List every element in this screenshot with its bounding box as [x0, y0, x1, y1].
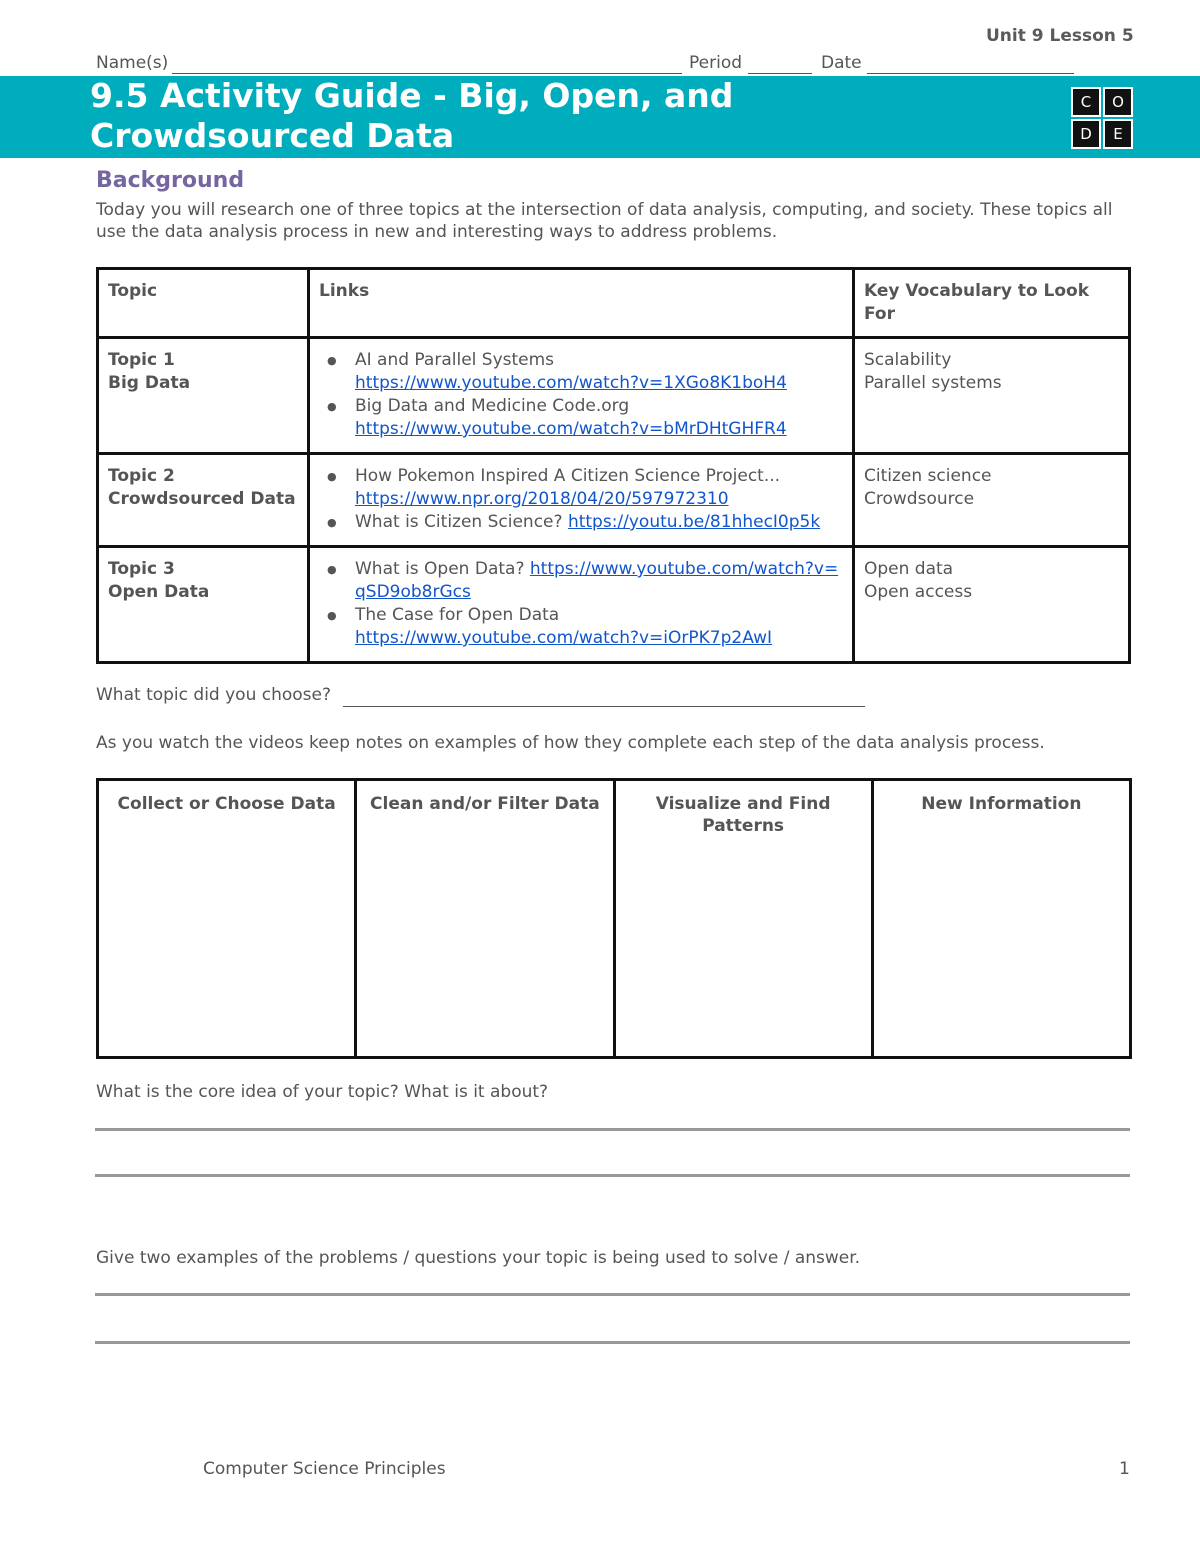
- background-text: Today you will research one of three topics at the intersection of data analysis, computing, and society. These topics all use the data analysis process in new and interesting ways to address problems.: [96, 200, 1113, 242]
- page-title: 9.5 Activity Guide - Big, Open, and Crowdsourced Data: [90, 76, 734, 155]
- link-description: Big Data and Medicine Code.org: [355, 396, 630, 416]
- process-row: [98, 780, 1131, 1058]
- topics-header-row: [98, 269, 1130, 338]
- list-item: [319, 511, 843, 534]
- clean-filter-column[interactable]: Clean and/or Filter Data: [356, 780, 614, 1058]
- vocab-cell: [854, 547, 1130, 663]
- vocab-cell: [854, 338, 1130, 454]
- header-links: Links: [309, 269, 854, 338]
- header-vocab: Key Vocabulary to Look For: [854, 269, 1130, 338]
- period-field[interactable]: [748, 73, 812, 74]
- article-link[interactable]: https://www.npr.org/2018/04/20/597972310: [355, 489, 729, 509]
- unit-lesson-label: Unit 9 Lesson 5: [986, 26, 1134, 46]
- link-description: What is Open Data?: [355, 559, 530, 579]
- table-row: [98, 338, 1130, 454]
- topic-number: Topic 2: [108, 466, 175, 486]
- answer-line[interactable]: [95, 1293, 1130, 1296]
- topic-cell: [98, 547, 309, 663]
- link-description: AI and Parallel Systems: [355, 350, 555, 370]
- topic-name: Open Data: [108, 582, 210, 602]
- topic-number: Topic 1: [108, 350, 175, 370]
- topic-name: Crowdsourced Data: [108, 489, 296, 509]
- links-cell: [309, 338, 854, 454]
- vocab-term: Citizen science: [864, 466, 992, 486]
- name-label: Name(s): [96, 53, 169, 73]
- answer-line[interactable]: [95, 1128, 1130, 1131]
- video-link[interactable]: https://www.youtube.com/watch?v=1XGo8K1boH4: [355, 373, 787, 393]
- list-item: [319, 604, 843, 650]
- topic-number: Topic 3: [108, 559, 175, 579]
- new-information-column[interactable]: New Information: [872, 780, 1130, 1058]
- list-item: [319, 395, 843, 441]
- date-label: Date: [821, 53, 862, 73]
- table-row: [98, 454, 1130, 547]
- links-cell: [309, 547, 854, 663]
- header-topic: Topic: [98, 269, 309, 338]
- vocab-term: Crowdsource: [864, 489, 975, 509]
- logo-letter-o: O: [1103, 87, 1133, 117]
- video-link[interactable]: https://www.youtube.com/watch?v=iOrPK7p2AwI: [355, 628, 773, 648]
- video-link[interactable]: https://www.youtube.com/watch?v=bMrDHtGHFR4: [355, 419, 787, 439]
- topic-name: Big Data: [108, 373, 191, 393]
- code-logo: [1071, 87, 1133, 149]
- logo-letter-d: D: [1071, 119, 1101, 149]
- answer-line[interactable]: [95, 1341, 1130, 1344]
- topic-choice-question: What topic did you choose?: [96, 685, 332, 705]
- topics-table: [96, 267, 1131, 664]
- examples-question: Give two examples of the problems / questions your topic is being used to solve / answer.: [96, 1248, 861, 1268]
- vocab-term: Open data: [864, 559, 954, 579]
- collect-data-column[interactable]: Collect or Choose Data: [98, 780, 356, 1058]
- footer-course: Computer Science Principles: [203, 1459, 446, 1479]
- background-heading: Background: [96, 168, 245, 193]
- name-field[interactable]: [172, 73, 682, 74]
- period-label: Period: [689, 53, 743, 73]
- answer-line[interactable]: [95, 1174, 1130, 1177]
- link-description: How Pokemon Inspired A Citizen Science Project...: [355, 466, 781, 486]
- list-item: [319, 558, 843, 604]
- page-number: 1: [1119, 1459, 1130, 1479]
- vocab-cell: [854, 454, 1130, 547]
- logo-letter-c: C: [1071, 87, 1101, 117]
- topic-cell: [98, 454, 309, 547]
- video-link[interactable]: https://www.youtube.com/watch?v=qSD9ob8rGcs: [355, 559, 839, 602]
- process-notes-table: [96, 778, 1132, 1059]
- links-cell: [309, 454, 854, 547]
- notes-instructions: As you watch the videos keep notes on examples of how they complete each step of the data analysis process.: [96, 733, 1045, 753]
- logo-letter-e: E: [1103, 119, 1133, 149]
- visualize-patterns-column[interactable]: Visualize and Find Patterns: [614, 780, 872, 1058]
- core-idea-question: What is the core idea of your topic? What is it about?: [96, 1082, 549, 1102]
- link-description: What is Citizen Science?: [355, 512, 568, 532]
- link-description: The Case for Open Data: [355, 605, 560, 625]
- vocab-term: Scalability: [864, 350, 952, 370]
- list-item: [319, 465, 843, 511]
- topic-cell: [98, 338, 309, 454]
- vocab-term: Open access: [864, 582, 973, 602]
- vocab-term: Parallel systems: [864, 373, 1002, 393]
- topic-choice-answer-line[interactable]: [343, 706, 865, 707]
- list-item: [319, 349, 843, 395]
- date-field[interactable]: [867, 73, 1074, 74]
- video-link[interactable]: https://youtu.be/81hhecI0p5k: [567, 512, 821, 532]
- table-row: [98, 547, 1130, 663]
